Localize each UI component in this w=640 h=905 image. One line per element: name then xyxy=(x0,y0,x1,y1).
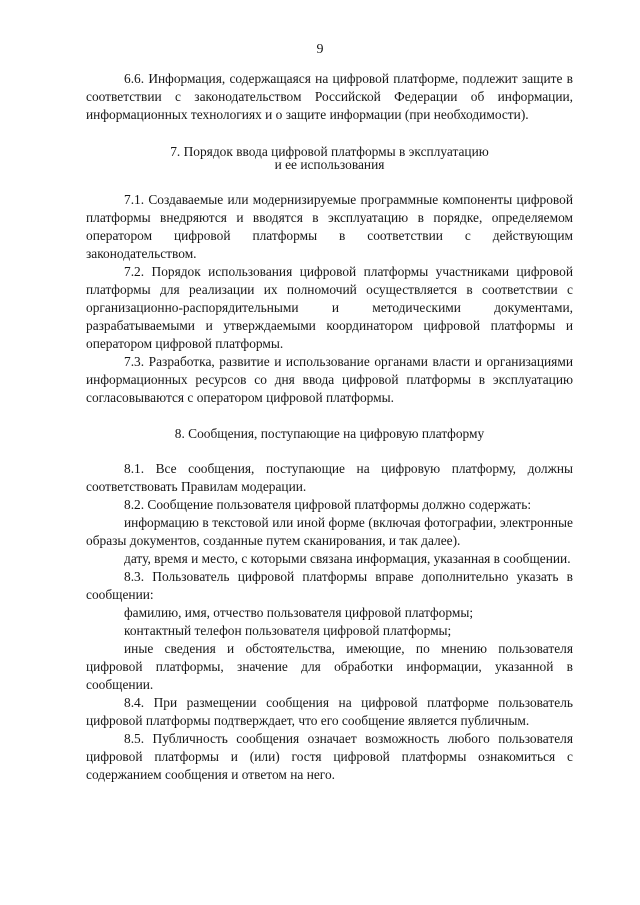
paragraph-8-2-item-b: дату, время и место, с которыми связана информация, указанная в сообщении. xyxy=(124,551,571,566)
section-7-heading xyxy=(86,145,573,171)
section-7-heading-line1: 7. Порядок ввода цифровой платформы в эксплуатацию xyxy=(170,144,489,159)
paragraph-8-3-item-c: иные сведения и обстоятельства, имеющие, по мнению пользователя цифровой платформы, значение для обработки информации, указанной в сообщении. xyxy=(86,641,573,692)
paragraph-8-2: 8.2. Сообщение пользователя цифровой платформы должно содержать: xyxy=(124,497,532,512)
paragraph-8-4: 8.4. При размещении сообщения на цифровой платформе пользователь цифровой платформы подтверждает, что его сообщение является публичным. xyxy=(86,695,573,728)
section-7-heading-line2: и ее использования xyxy=(274,157,385,172)
paragraph-8-2-item-a: информацию в текстовой или иной форме (включая фотографии, электронные образы документов, созданные путем сканирования, и так далее). xyxy=(86,515,573,548)
paragraph-7-2: 7.2. Порядок использования цифровой платформы участниками цифровой платформы для реализации их полномочий осуществляется в соответствии с организационно-распорядительными и методическими документами, разрабатываемыми и утверждаемыми координатором цифровой платформы и оператором цифровой платформы. xyxy=(86,264,573,351)
paragraph-8-1: 8.1. Все сообщения, поступающие на цифровую платформу, должны соответствовать Правилам модерации. xyxy=(86,461,573,494)
section-8-heading xyxy=(86,427,573,440)
paragraph-8-3: 8.3. Пользователь цифровой платформы вправе дополнительно указать в сообщении: xyxy=(86,569,573,602)
paragraph-7-1: 7.1. Создаваемые или модернизируемые программные компоненты цифровой платформы внедряются и вводятся в эксплуатацию в порядке, определяемом оператором цифровой платформы в соответствии с действующим законодательством. xyxy=(86,192,573,261)
page-number: 9 xyxy=(316,42,324,57)
paragraph-8-3-item-b: контактный телефон пользователя цифровой платформы; xyxy=(124,623,452,638)
paragraph-7-3: 7.3. Разработка, развитие и использование органами власти и организациями информационных ресурсов со дня ввода цифровой платформы в эксплуатацию согласовываются с оператором цифровой платформы. xyxy=(86,354,573,405)
page-content xyxy=(86,70,573,784)
paragraph-6-6: 6.6. Информация, содержащаяся на цифровой платформе, подлежит защите в соответствии с законодательством Российской Федерации об информации, информационных технологиях и о защите информации (при необходимости). xyxy=(86,71,573,122)
paragraph-8-5: 8.5. Публичность сообщения означает возможность любого пользователя цифровой платформы и (или) гостя цифровой платформы ознакомиться с содержанием сообщения и ответом на него. xyxy=(86,731,573,782)
section-8-heading-text: 8. Сообщения, поступающие на цифровую платформу xyxy=(174,426,485,441)
paragraph-8-3-item-a: фамилию, имя, отчество пользователя цифровой платформы; xyxy=(124,605,474,620)
